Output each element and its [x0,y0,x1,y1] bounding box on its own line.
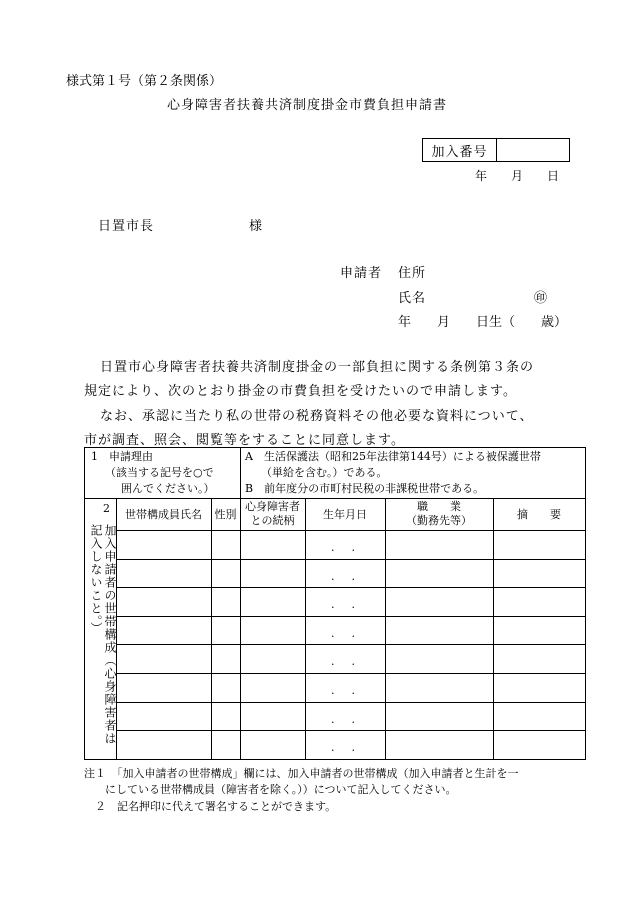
household-row[interactable] [116,730,585,759]
col-header-occupation: 職 業 [417,500,461,513]
col-header-name: 世帯構成員氏名 [125,508,202,521]
address-label: 住所 [398,266,427,281]
birth-date-placeholder: . . [331,741,358,755]
page-title: 心身障害者扶養共済制度掛金市費負担申請書 [167,98,448,113]
seal-mark: ㊞ [534,291,548,306]
reason-label: 1 申請理由 [91,450,153,463]
household-row[interactable] [116,559,585,588]
household-row[interactable] [116,587,585,616]
applicant-label: 申請者 [340,266,383,281]
birth-date-placeholder: . . [331,712,358,726]
reason-instruction-1: （該当する記号を○で [105,466,214,479]
birth-date-placeholder: . . [331,626,358,640]
membership-number-box [422,138,570,162]
membership-number-field[interactable] [497,139,569,161]
household-row[interactable] [116,702,585,731]
birth-date-placeholder: . . [331,569,358,583]
col-header-relation: 心身障害者との続柄 [245,500,300,527]
note-1-line1: 注１ 「加入申請者の世帯構成」欄には、加入申請者の世帯構成（加入申請者と生計を一 [84,767,519,780]
note-2: ２ 記名押印に代えて署名することができます。 [95,800,337,813]
household-row[interactable] [116,673,585,702]
application-table [84,447,586,760]
birth-date-placeholder: . . [331,655,358,669]
reason-option-a-line2: （単給を含む。）である。 [261,466,388,479]
addressee-honorific: 様 [249,219,263,234]
reason-option-a-line1[interactable]: A 生活保護法（昭和25年法律第144号）による被保護世帯 [245,450,541,463]
household-side-label: 加入申請者の世帯構成（心身障害者は記入しないこと。） [89,524,117,745]
membership-number-label: 加入番号 [423,139,497,161]
col-header-gender: 性別 [214,508,237,521]
birth-line: 年 月 日生（ 歳） [398,315,568,330]
household-row[interactable] [116,530,585,559]
body-para1-line1: 日置市心身障害者扶養共済制度掛金の一部負担に関する条例第３条の [100,360,535,375]
reason-instruction-2: 囲んでください。） [121,482,215,495]
household-row[interactable] [116,616,585,645]
birth-date-placeholder: . . [331,684,358,697]
addressee-name: 日置市長 [98,219,155,234]
reason-option-b[interactable]: B 前年度分の市町村民税の非課税世帯である。 [245,482,485,495]
household-row[interactable] [116,644,585,673]
birth-date-placeholder: . . [331,598,358,612]
birth-date-placeholder: . . [331,541,358,554]
body-para1-line2: 規定により、次のとおり掛金の市費負担を受けたいので申請します。 [84,384,517,399]
household-section-number: 2 [103,502,110,515]
form-number: 様式第１号（第２条関係） [66,74,223,89]
body-para2-line1: なお、承認に当たり私の世帯の税務資料その他必要な資料について、 [100,409,534,424]
col-header-remarks: 摘 要 [517,508,561,521]
name-label: 氏名 [398,291,427,306]
col-header-workplace: （勤務先等） [406,514,472,527]
body-para2-line2: 市が調査、照会、閲覧等をすることに同意します。 [84,433,405,448]
date-line: 年 月 日 [475,169,560,183]
note-1-line2: にしている世帯構成員（障害者を除く。））について記入してください。 [105,783,457,796]
col-header-birth: 生年月日 [323,508,367,521]
